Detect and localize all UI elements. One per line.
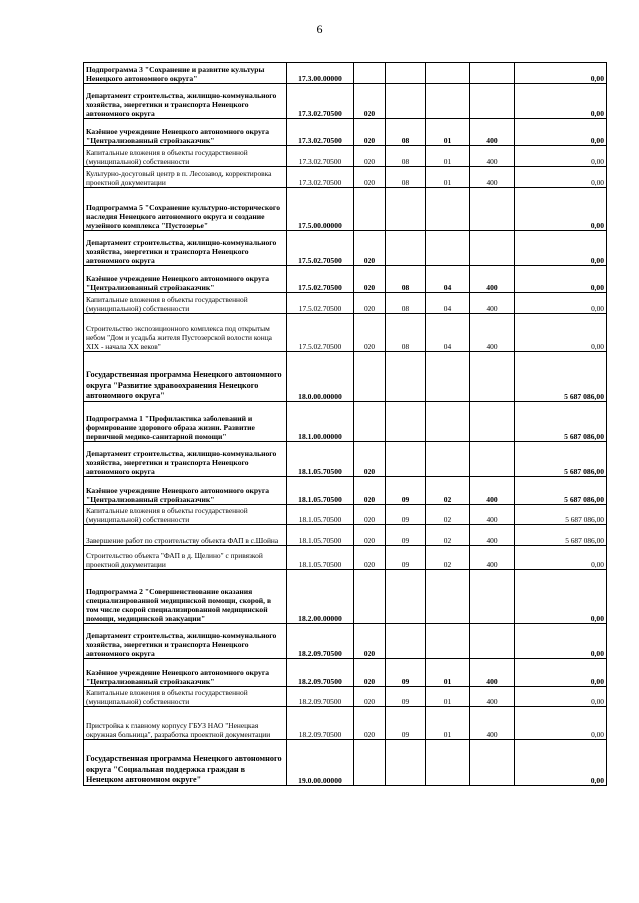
cell-target-article-code: 17.3.02.70500 [287,167,354,188]
cell-row-name: Казённое учреждение Ненецкого автономного округа "Централизованный стройзаказчик" [84,266,287,293]
cell-expense-type-code [470,63,515,84]
cell-row-name: Подпрограмма 3 "Сохранение и развитие культуры Ненецкого автономного округа" [84,63,287,84]
cell-expense-type-code [470,84,515,119]
table-row [84,402,607,442]
table-row [84,570,607,624]
cell-section-code: 09 [386,525,426,546]
cell-expense-type-code [470,188,515,231]
cell-amount: 5 687 086,00 [515,352,607,402]
table-row [84,707,607,740]
table-row [84,525,607,546]
cell-expense-type-code [470,740,515,786]
cell-target-article-code: 18.1.05.70500 [287,505,354,525]
cell-expense-type-code: 400 [470,687,515,707]
cell-subsection-code: 01 [426,687,470,707]
cell-target-article-code: 17.3.02.70500 [287,84,354,119]
cell-section-code: 09 [386,505,426,525]
table-row [84,266,607,293]
cell-ministry-code: 020 [354,119,386,146]
cell-amount: 0,00 [515,740,607,786]
cell-subsection-code: 01 [426,707,470,740]
cell-target-article-code: 18.2.09.70500 [287,624,354,659]
cell-target-article-code: 17.5.00.00000 [287,188,354,231]
cell-expense-type-code [470,442,515,477]
cell-row-name: Строительство экспозиционного комплекса под открытым небом "Дом и усадьба жителя Пустозерской волости конца XIX - начала XX веков" [84,314,287,352]
cell-ministry-code [354,740,386,786]
cell-ministry-code: 020 [354,231,386,266]
table-row [84,314,607,352]
cell-ministry-code: 020 [354,442,386,477]
cell-section-code: 08 [386,119,426,146]
cell-expense-type-code [470,231,515,266]
cell-amount: 0,00 [515,624,607,659]
cell-section-code: 08 [386,314,426,352]
cell-subsection-code: 01 [426,146,470,167]
cell-ministry-code: 020 [354,293,386,314]
cell-row-name: Казённое учреждение Ненецкого автономного округа "Централизованный стройзаказчик" [84,659,287,687]
cell-subsection-code: 04 [426,266,470,293]
cell-amount: 0,00 [515,188,607,231]
cell-amount: 0,00 [515,293,607,314]
table-row [84,63,607,84]
cell-ministry-code: 020 [354,687,386,707]
cell-amount: 0,00 [515,266,607,293]
cell-subsection-code [426,570,470,624]
cell-ministry-code: 020 [354,146,386,167]
cell-expense-type-code [470,402,515,442]
cell-amount: 0,00 [515,231,607,266]
cell-section-code [386,402,426,442]
cell-target-article-code: 18.2.09.70500 [287,707,354,740]
cell-expense-type-code: 400 [470,477,515,505]
cell-row-name: Департамент строительства, жилищно-коммунального хозяйства, энергетики и транспорта Ненецкого автономного округа [84,231,287,266]
cell-target-article-code: 18.1.05.70500 [287,477,354,505]
table-row [84,687,607,707]
cell-amount: 5 687 086,00 [515,477,607,505]
cell-expense-type-code: 400 [470,266,515,293]
cell-subsection-code: 02 [426,505,470,525]
table-row [84,293,607,314]
cell-section-code: 09 [386,477,426,505]
cell-amount: 0,00 [515,546,607,570]
cell-ministry-code [354,188,386,231]
cell-row-name: Капитальные вложения в объекты государственной (муниципальной) собственности [84,687,287,707]
table-row [84,188,607,231]
cell-ministry-code: 020 [354,546,386,570]
page-number: 6 [316,22,323,36]
cell-expense-type-code: 400 [470,546,515,570]
cell-expense-type-code: 400 [470,293,515,314]
cell-expense-type-code: 400 [470,314,515,352]
cell-amount: 0,00 [515,167,607,188]
cell-subsection-code: 02 [426,546,470,570]
cell-ministry-code [354,63,386,84]
cell-subsection-code: 04 [426,314,470,352]
cell-section-code: 09 [386,546,426,570]
cell-section-code: 08 [386,146,426,167]
cell-section-code [386,188,426,231]
table-row [84,477,607,505]
cell-subsection-code [426,84,470,119]
cell-ministry-code: 020 [354,266,386,293]
cell-target-article-code: 17.5.02.70500 [287,314,354,352]
cell-amount: 0,00 [515,659,607,687]
cell-target-article-code: 18.0.00.00000 [287,352,354,402]
cell-target-article-code: 18.1.05.70500 [287,442,354,477]
cell-section-code: 08 [386,293,426,314]
cell-section-code: 09 [386,659,426,687]
cell-expense-type-code: 400 [470,119,515,146]
cell-target-article-code: 19.0.00.00000 [287,740,354,786]
cell-ministry-code: 020 [354,525,386,546]
cell-target-article-code: 18.1.05.70500 [287,525,354,546]
cell-ministry-code: 020 [354,624,386,659]
table-row [84,740,607,786]
cell-amount: 5 687 086,00 [515,402,607,442]
cell-ministry-code: 020 [354,84,386,119]
cell-amount: 5 687 086,00 [515,525,607,546]
table-row [84,442,607,477]
cell-target-article-code: 17.3.02.70500 [287,119,354,146]
cell-ministry-code: 020 [354,314,386,352]
table-row [84,659,607,687]
cell-row-name: Подпрограмма 2 "Совершенствование оказания специализированной медицинской помощи, скорой, в том числе скорой специализированной медицинской помощи, медицинской эвакуации" [84,570,287,624]
cell-row-name: Пристройка к главному корпусу ГБУЗ НАО "Ненецкая окружная больница", разработка проектной документации [84,707,287,740]
cell-expense-type-code: 400 [470,659,515,687]
cell-subsection-code: 02 [426,525,470,546]
cell-row-name: Капитальные вложения в объекты государственной (муниципальной) собственности [84,505,287,525]
cell-subsection-code [426,352,470,402]
table-row [84,167,607,188]
cell-ministry-code: 020 [354,167,386,188]
table-row [84,546,607,570]
budget-table [83,62,607,786]
cell-ministry-code: 020 [354,707,386,740]
cell-amount: 0,00 [515,119,607,146]
cell-section-code [386,740,426,786]
cell-target-article-code: 18.2.09.70500 [287,687,354,707]
cell-section-code [386,352,426,402]
table-row [84,119,607,146]
cell-subsection-code: 01 [426,659,470,687]
cell-section-code [386,570,426,624]
cell-expense-type-code: 400 [470,146,515,167]
cell-amount: 0,00 [515,84,607,119]
cell-expense-type-code: 400 [470,167,515,188]
cell-expense-type-code: 400 [470,525,515,546]
cell-subsection-code [426,442,470,477]
cell-ministry-code: 020 [354,505,386,525]
cell-subsection-code: 01 [426,167,470,188]
cell-subsection-code [426,402,470,442]
table-row [84,352,607,402]
cell-amount: 5 687 086,00 [515,505,607,525]
cell-expense-type-code [470,624,515,659]
table-row [84,624,607,659]
table-row [84,146,607,167]
cell-subsection-code: 04 [426,293,470,314]
cell-row-name: Капитальные вложения в объекты государственной (муниципальной) собственности [84,293,287,314]
cell-amount: 5 687 086,00 [515,442,607,477]
cell-row-name: Государственная программа Ненецкого автономного округа "Развитие здравоохранения Ненецкого автономного округа" [84,352,287,402]
cell-expense-type-code: 400 [470,707,515,740]
cell-amount: 0,00 [515,314,607,352]
cell-subsection-code [426,188,470,231]
cell-amount: 0,00 [515,63,607,84]
cell-row-name: Департамент строительства, жилищно-коммунального хозяйства, энергетики и транспорта Ненецкого автономного округа [84,624,287,659]
cell-subsection-code: 02 [426,477,470,505]
cell-expense-type-code [470,570,515,624]
cell-subsection-code [426,740,470,786]
cell-target-article-code: 17.3.00.00000 [287,63,354,84]
cell-row-name: Завершение работ по строительству объекта ФАП в с.Шойна [84,525,287,546]
cell-target-article-code: 18.2.09.70500 [287,659,354,687]
cell-target-article-code: 17.5.02.70500 [287,231,354,266]
cell-subsection-code [426,231,470,266]
cell-ministry-code [354,570,386,624]
cell-section-code [386,624,426,659]
cell-ministry-code [354,352,386,402]
cell-row-name: Подпрограмма 1 "Профилактика заболеваний и формирование здорового образа жизни. Развитие первичной медико-санитарной помощи" [84,402,287,442]
cell-target-article-code: 18.1.05.70500 [287,546,354,570]
cell-ministry-code: 020 [354,659,386,687]
cell-row-name: Подпрограмма 5 "Сохранение культурно-исторического наследия Ненецкого автономного округа и создание музейного комплекса "Пустозерье" [84,188,287,231]
cell-ministry-code: 020 [354,477,386,505]
cell-row-name: Капитальные вложения в объекты государственной (муниципальной) собственности [84,146,287,167]
cell-section-code: 09 [386,707,426,740]
table-row [84,84,607,119]
table-row [84,231,607,266]
budget-table-body [84,63,607,786]
cell-expense-type-code [470,352,515,402]
cell-row-name: Казённое учреждение Ненецкого автономного округа "Централизованный стройзаказчик" [84,477,287,505]
cell-ministry-code [354,402,386,442]
cell-subsection-code [426,63,470,84]
cell-expense-type-code: 400 [470,505,515,525]
cell-section-code [386,442,426,477]
cell-target-article-code: 17.5.02.70500 [287,266,354,293]
cell-row-name: Департамент строительства, жилищно-коммунального хозяйства, энергетики и транспорта Ненецкого автономного округа [84,442,287,477]
cell-target-article-code: 18.2.00.00000 [287,570,354,624]
cell-row-name: Культурно-досуговый центр в п. Лесозавод, корректировка проектной документации [84,167,287,188]
cell-amount: 0,00 [515,570,607,624]
cell-row-name: Государственная программа Ненецкого автономного округа "Социальная поддержка граждан в Ненецком автономном округе" [84,740,287,786]
cell-target-article-code: 17.5.02.70500 [287,293,354,314]
cell-amount: 0,00 [515,687,607,707]
cell-subsection-code: 01 [426,119,470,146]
cell-amount: 0,00 [515,707,607,740]
cell-section-code [386,63,426,84]
cell-target-article-code: 17.3.02.70500 [287,146,354,167]
table-row [84,505,607,525]
cell-section-code [386,231,426,266]
cell-section-code: 09 [386,687,426,707]
cell-target-article-code: 18.1.00.00000 [287,402,354,442]
cell-section-code [386,84,426,119]
cell-row-name: Департамент строительства, жилищно-коммунального хозяйства, энергетики и транспорта Ненецкого автономного округа [84,84,287,119]
cell-row-name: Казённое учреждение Ненецкого автономного округа "Централизованный стройзаказчик" [84,119,287,146]
cell-section-code: 08 [386,266,426,293]
cell-subsection-code [426,624,470,659]
cell-section-code: 08 [386,167,426,188]
cell-amount: 0,00 [515,146,607,167]
cell-row-name: Строительство объекта "ФАП в д. Щелино" с привязкой проектной документации [84,546,287,570]
